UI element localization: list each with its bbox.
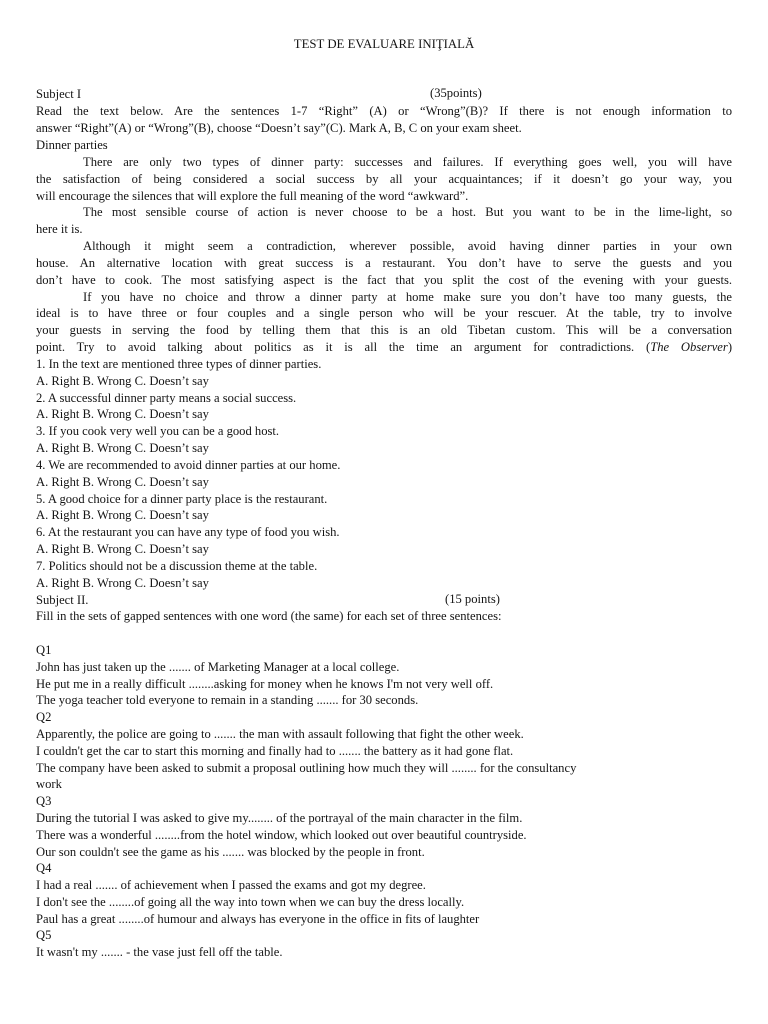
q5-label: Q5 bbox=[36, 928, 52, 942]
paragraph-line: don’t have to cook. The most satisfying aspect is the fact that you split the cost of the evening with your guests. bbox=[36, 273, 732, 287]
gapped-sentence: I had a real ....... of achievement when I passed the exams and got my degree. bbox=[36, 878, 426, 892]
q4-label: Q4 bbox=[36, 861, 52, 875]
document-title: TEST DE EVALUARE INIŢIALĂ bbox=[293, 37, 475, 51]
subject2-instruction: Fill in the sets of gapped sentences with one word (the same) for each set of three sentences: bbox=[36, 609, 502, 623]
question-item: 5. A good choice for a dinner party place is the restaurant. bbox=[36, 492, 328, 506]
paragraph-line: ideal is to have three or four couples and a single person who will be your rescuer. At the table, try to involve bbox=[36, 306, 732, 320]
question-item: 4. We are recommended to avoid dinner parties at our home. bbox=[36, 458, 341, 472]
paragraph-line: here it is. bbox=[36, 222, 83, 236]
paragraph-line: There are only two types of dinner party: successes and failures. If everything goes well, you will have bbox=[83, 155, 732, 169]
paragraph-line: The most sensible course of action is never choose to be a host. But you want to be in the lime-light, so bbox=[83, 205, 732, 219]
q2-label: Q2 bbox=[36, 710, 52, 724]
question-item: 6. At the restaurant you can have any type of food you wish. bbox=[36, 525, 340, 539]
paragraph-line: If you have no choice and throw a dinner party at home make sure you don’t have too many guests, the bbox=[83, 290, 732, 304]
answer-options: A. Right B. Wrong C. Doesn’t say bbox=[36, 475, 209, 489]
q1-label: Q1 bbox=[36, 643, 52, 657]
paragraph-line-with-source bbox=[36, 339, 732, 355]
q3-label: Q3 bbox=[36, 794, 52, 808]
paragraph-line: the satisfaction of being considered a social success by all your acquaintances; if it doesn’t go your way, you bbox=[36, 172, 732, 186]
gapped-sentence-continued: work bbox=[36, 777, 62, 791]
gapped-sentence: Paul has a great ........of humour and always has everyone in the office in fits of laughter bbox=[36, 912, 480, 926]
gapped-sentence: Our son couldn't see the game as his ....... was blocked by the people in front. bbox=[36, 845, 425, 859]
answer-options: A. Right B. Wrong C. Doesn’t say bbox=[36, 508, 209, 522]
subject1-label: Subject I bbox=[36, 87, 82, 101]
paragraph-line: house. An alternative location with great success is a restaurant. You don’t have to serve the guests and you bbox=[36, 256, 732, 270]
gapped-sentence: I couldn't get the car to start this morning and finally had to ....... the battery as it had gone flat. bbox=[36, 744, 514, 758]
subject1-points: (35points) bbox=[430, 86, 482, 100]
question-item: 7. Politics should not be a discussion theme at the table. bbox=[36, 559, 318, 573]
text-title: Dinner parties bbox=[36, 138, 108, 152]
answer-options: A. Right B. Wrong C. Doesn’t say bbox=[36, 407, 209, 421]
paragraph-line: your guests in serving the food by telling them that this is an old Tibetan custom. This will be a conversation bbox=[36, 323, 732, 337]
gapped-sentence: John has just taken up the ....... of Marketing Manager at a local college. bbox=[36, 660, 400, 674]
paragraph-line: Although it might seem a contradiction, wherever possible, avoid having dinner parties in your own bbox=[83, 239, 732, 253]
gapped-sentence: It wasn't my ....... - the vase just fell off the table. bbox=[36, 945, 283, 959]
gapped-sentence: The yoga teacher told everyone to remain in a standing ....... for 30 seconds. bbox=[36, 693, 419, 707]
question-item: 1. In the text are mentioned three types of dinner parties. bbox=[36, 357, 322, 371]
answer-options: A. Right B. Wrong C. Doesn’t say bbox=[36, 542, 209, 556]
gapped-sentence: Apparently, the police are going to ....... the man with assault following that fight the other week. bbox=[36, 727, 524, 741]
subject1-instruction-line: answer “Right”(A) or “Wrong”(B), choose “Doesn’t say”(C). Mark A, B, C on your exam sheet. bbox=[36, 121, 522, 135]
gapped-sentence: The company have been asked to submit a proposal outlining how much they will ........ for the consultancy bbox=[36, 761, 577, 775]
source-citation: The Observer bbox=[650, 340, 728, 354]
paragraph-line: will encourage the silences that will explore the full meaning of the word “awkward”. bbox=[36, 189, 469, 203]
question-item: 3. If you cook very well you can be a good host. bbox=[36, 424, 280, 438]
gapped-sentence: During the tutorial I was asked to give my........ of the portrayal of the main character in the film. bbox=[36, 811, 523, 825]
source-close: ) bbox=[727, 340, 733, 354]
gapped-sentence: He put me in a really difficult ........asking for money when he knows I'm not very well off. bbox=[36, 677, 494, 691]
gapped-sentence: I don't see the ........of going all the way into town when we can buy the dress locally. bbox=[36, 895, 465, 909]
subject2-label: Subject II. bbox=[36, 593, 89, 607]
gapped-sentence: There was a wonderful ........from the hotel window, which looked out over beautiful countryside. bbox=[36, 828, 527, 842]
subject1-instruction-line: Read the text below. Are the sentences 1-7 “Right” (A) or “Wrong”(B)? If there is not enough information to bbox=[36, 104, 732, 118]
answer-options: A. Right B. Wrong C. Doesn’t say bbox=[36, 441, 209, 455]
question-item: 2. A successful dinner party means a social success. bbox=[36, 391, 297, 405]
paragraph-text: point. Try to avoid talking about politics as it is all the time an argument for contradictions. ( bbox=[36, 340, 651, 354]
answer-options: A. Right B. Wrong C. Doesn’t say bbox=[36, 374, 209, 388]
answer-options: A. Right B. Wrong C. Doesn’t say bbox=[36, 576, 209, 590]
subject2-points: (15 points) bbox=[445, 592, 500, 606]
